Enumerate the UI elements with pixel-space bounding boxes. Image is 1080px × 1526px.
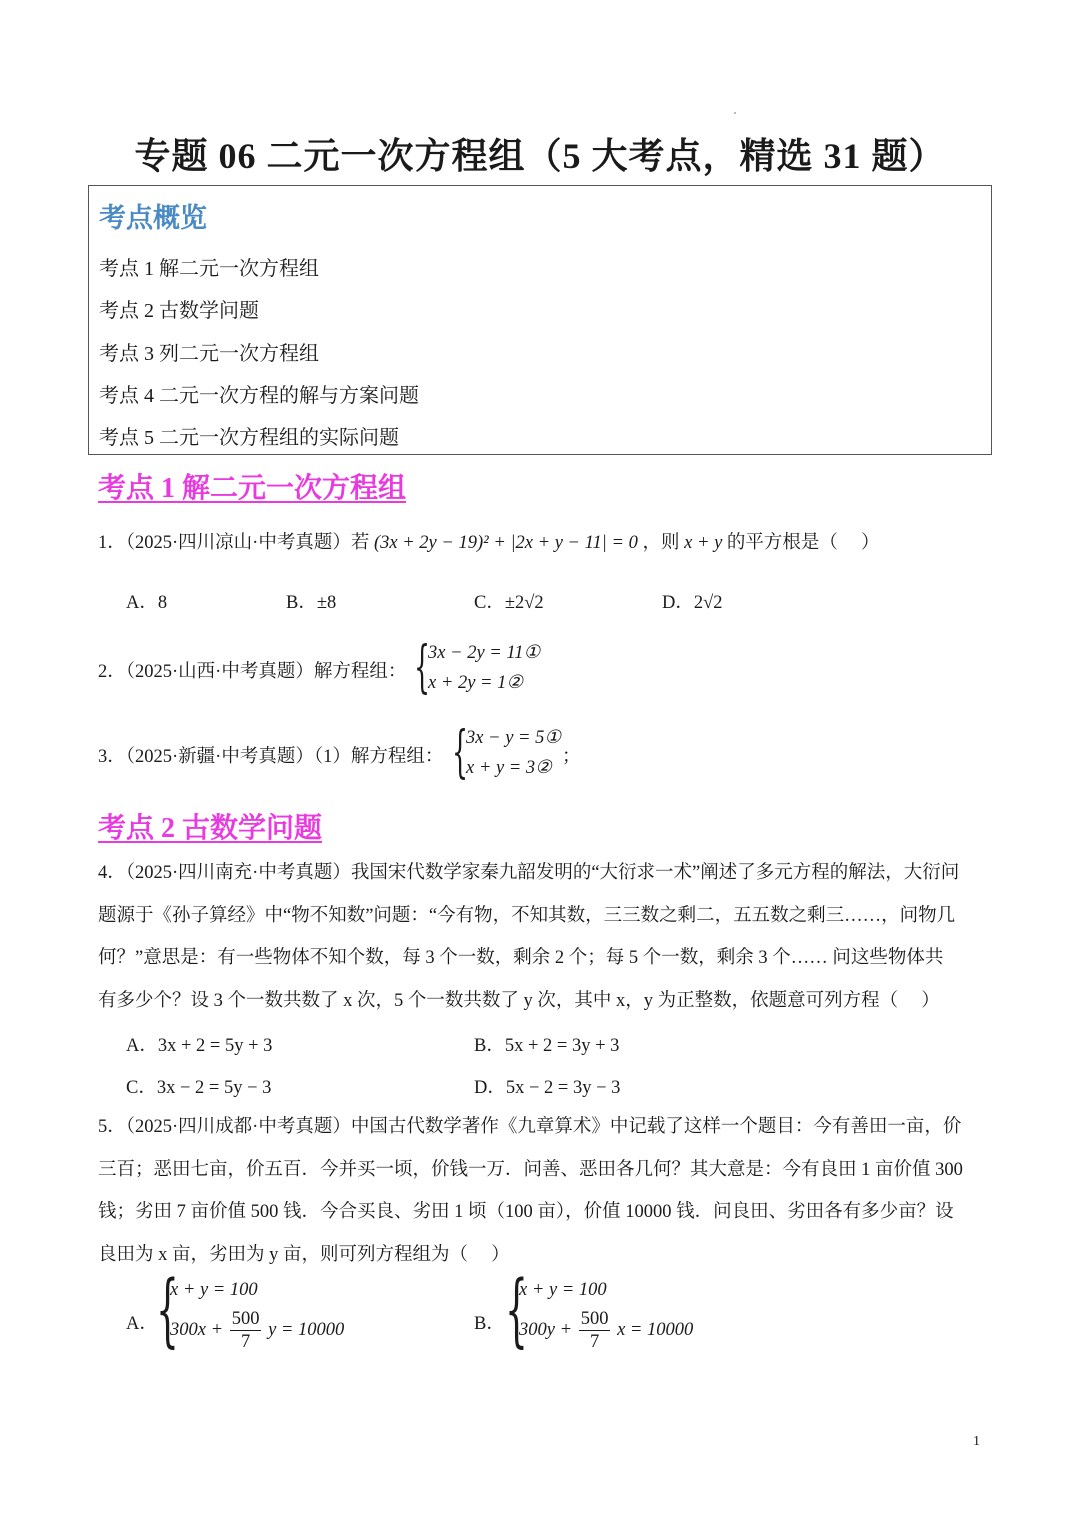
overview-item: 考点 4 二元一次方程的解与方案问题	[99, 385, 419, 407]
section-heading-1: 考点 1 解二元一次方程组	[98, 473, 407, 504]
q4-option-a: A．3x + 2 = 5y + 3	[126, 1036, 273, 1056]
q3-equation-2: x + y = 3②	[466, 758, 552, 778]
stray-dot	[734, 112, 736, 114]
q1-variable: x + y	[684, 533, 723, 553]
fraction: $\frac{500}{7}$	[580, 1309, 609, 1352]
overview-item: 考点 1 解二元一次方程组	[99, 258, 319, 280]
overview-item: 考点 5 二元一次方程组的实际问题	[99, 427, 399, 449]
page-title: 专题 06 二元一次方程组（5 大考点，精选 31 题）	[134, 136, 946, 176]
q4-line: 4．（2025·四川南充·中考真题）我国宋代数学家秦九韶发明的“大衍求一术”阐述了多元方程的解法，大衍问	[98, 863, 960, 883]
q3-brace: {	[452, 720, 469, 785]
q1-mid: ，则	[642, 533, 680, 553]
q3-tail: ；	[562, 747, 581, 767]
q5-option-a-eq1: x + y = 100	[170, 1280, 258, 1300]
question-5	[98, 1106, 988, 1276]
overview-box	[88, 185, 992, 455]
q5-option-a-eq2: 300x + $\frac{500}{7}$ y = 10000	[170, 1309, 345, 1352]
q2-brace: {	[414, 635, 431, 700]
q4-option-d: D．5x − 2 = 3y − 3	[474, 1078, 621, 1098]
q1-option-b: B．±8	[286, 593, 337, 613]
q5-line: 钱；劣田 7 亩价值 500 钱．今合买良、劣田 1 顷（100 亩），价值 10000 钱．问良田、劣田各有多少亩？设	[98, 1202, 954, 1222]
q1-option-a: A．8	[126, 593, 168, 613]
page-number: 1	[973, 1434, 980, 1449]
q5-line: 5．（2025·四川成都·中考真题）中国古代数学著作《九章算术》中记载了这样一个题目：今有善田一亩，价	[98, 1117, 962, 1137]
q5-option-b-brace: {	[505, 1263, 528, 1356]
fraction: $\frac{500}{7}$	[231, 1309, 260, 1352]
q2-equation-2: x + 2y = 1②	[428, 673, 523, 693]
question-1	[98, 528, 880, 554]
q1-option-c: C．±2√2	[474, 593, 544, 613]
overview-heading: 考点概览	[99, 203, 207, 233]
q2-equation-1: 3x − 2y = 11①	[428, 643, 541, 663]
section-heading-2: 考点 2 古数学问题	[98, 813, 323, 844]
question-2: 2．（2025·山西·中考真题）解方程组：	[98, 662, 407, 682]
q3-equation-1: 3x − y = 5①	[466, 728, 561, 748]
overview-item: 考点 2 古数学问题	[99, 300, 259, 322]
q5-line: 三百；恶田七亩，价五百．今并买一顷，价钱一万．问善、恶田各几何？其大意是：今有良田 1 亩价值 300	[98, 1159, 963, 1180]
question-3: 3．（2025·新疆·中考真题）（1）解方程组：	[98, 747, 444, 767]
q4-option-c: C．3x − 2 = 5y − 3	[126, 1078, 272, 1098]
q5-option-b-eq1: x + y = 100	[519, 1280, 607, 1300]
q1-suffix: 的平方根是（ ）	[726, 533, 880, 553]
q5-option-b-label: B．	[474, 1314, 505, 1334]
overview-item: 考点 3 列二元一次方程组	[99, 343, 319, 365]
q5-option-a-label: A．	[126, 1314, 158, 1334]
q1-option-d: D．2√2	[662, 593, 723, 613]
q5-line: 良田为 x 亩，劣田为 y 亩，则可列方程组为（ ）	[98, 1244, 510, 1265]
q1-expression: (3x + 2y − 19)² + |2x + y − 11| = 0	[373, 533, 638, 553]
q4-line: 何？”意思是：有一些物体不知个数，每 3 个一数，剩余 2 个；每 5 个一数，剩余 3 个…… 问这些物体共	[98, 948, 944, 968]
q5-option-a-brace: {	[156, 1263, 179, 1356]
q1-prefix: 1．（2025·四川凉山·中考真题）若	[98, 533, 370, 553]
q5-option-b-eq2: 300y + $\frac{500}{7}$ x = 10000	[519, 1309, 694, 1352]
q4-line: 题源于《孙子算经》中“物不知数”问题：“今有物，不知其数，三三数之剩二，五五数之剩三……，问物几	[98, 905, 956, 926]
q4-option-b: B．5x + 2 = 3y + 3	[474, 1036, 620, 1056]
q4-line: 有多少个？设 3 个一数共数了 x 次，5 个一数共数了 y 次，其中 x，y 为正整数，依题意可列方程（ ）	[98, 990, 940, 1011]
question-4	[98, 852, 988, 1022]
